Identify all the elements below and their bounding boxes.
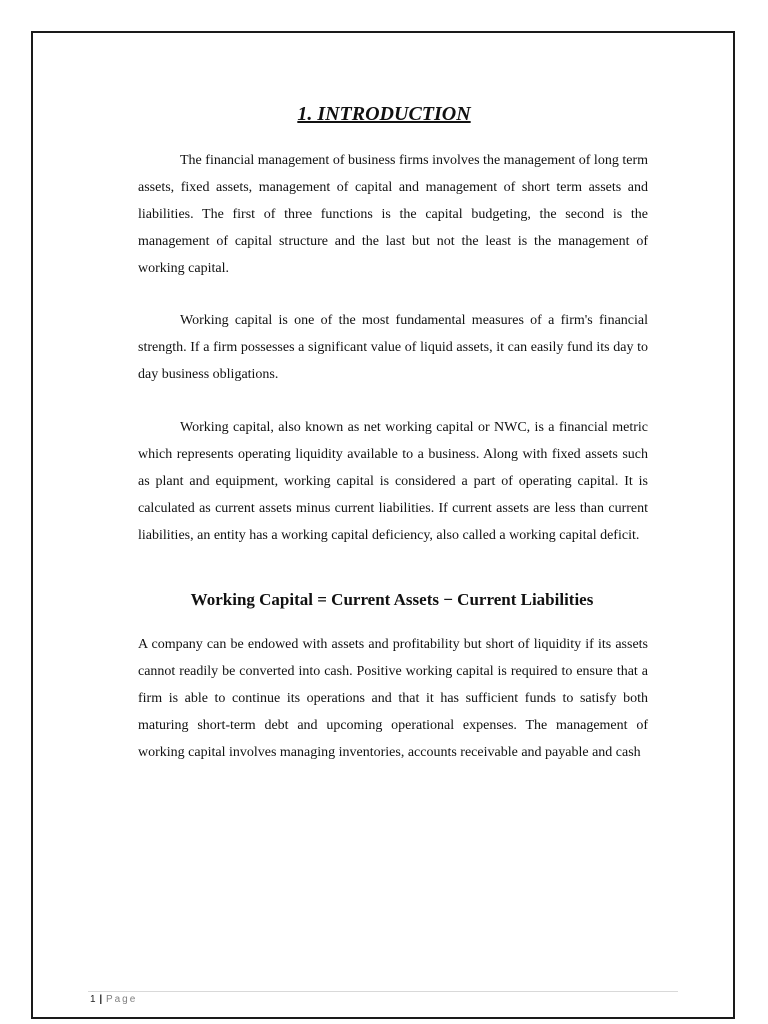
page-number: 1 (90, 994, 96, 1005)
paragraph-working-capital-definition: Working capital, also known as net working capital or NWC, is a financial metric which represents operating liquidity available to a business. Along with fixed assets such as plant and equipment, working capital is considered a part of operating capital. It is calculated as current assets minus current liabilities. If current assets are less than current liabilities, an entity has a working capital deficiency, also called a working capital deficit. (138, 420, 648, 543)
paragraph-working-capital-strength: Working capital is one of the most fundamental measures of a firm's financial strength. If a firm possesses a significant value of liquid assets, it can easily fund its day to day business obligations. (138, 313, 648, 382)
page-footer (90, 993, 137, 1007)
footer-divider (88, 991, 678, 992)
paragraph-liquidity: A company can be endowed with assets and profitability but short of liquidity if its assets cannot readily be converted into cash. Positive working capital is required to ensure that a firm is able to continue its operations and that it has sufficient funds to satisfy both maturing short-term debt and upcoming operational expenses. The management of working capital involves managing inventories, accounts receivable and payable and cash (138, 637, 648, 760)
working-capital-formula: Working Capital = Current Assets − Current Liabilities (190, 590, 594, 609)
paragraph-financial-management: The financial management of business firms involves the management of long term assets, fixed assets, management of capital and management of short term assets and liabilities. The first of three functions is the capital budgeting, the second is the management of capital structure and the last but not the least is the management of working capital. (138, 153, 648, 276)
footer-separator: | (99, 994, 103, 1005)
page-label: Page (105, 994, 138, 1005)
section-title: 1. INTRODUCTION (297, 103, 471, 125)
